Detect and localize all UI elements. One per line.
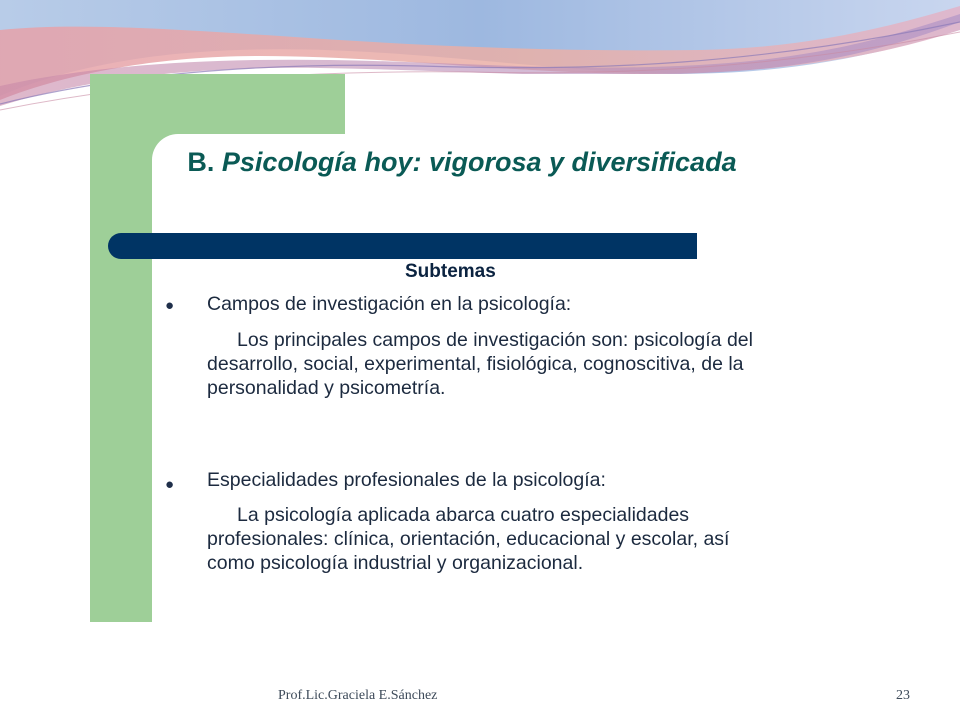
page-number: 23 [896,688,910,703]
item-body: La psicología aplicada abarca cuatro especialidades profesionales: clínica, orientación, educacional y escolar, así como psicología industrial y organizacional. [207,504,730,574]
slide-title [152,146,772,178]
title-lead: B. [187,147,215,177]
item-heading: Campos de investigación en la psicología: [207,293,572,315]
title-italic: Psicología hoy: vigorosa y diversificada [221,147,737,177]
item-heading: Especialidades profesionales de la psicología: [207,469,606,491]
title-underline-bar [108,233,697,259]
footer-author: Prof.Lic.Graciela E.Sánchez [278,688,438,703]
bullet-icon: ● [165,476,175,493]
subtopics-heading: Subtemas [405,261,496,282]
item-body: Los principales campos de investigación son: psicología del desarrollo, social, experimental, fisiológica, cognoscitiva, de la personalidad y psicometría. [207,329,753,399]
bullet-icon: ● [165,297,175,314]
